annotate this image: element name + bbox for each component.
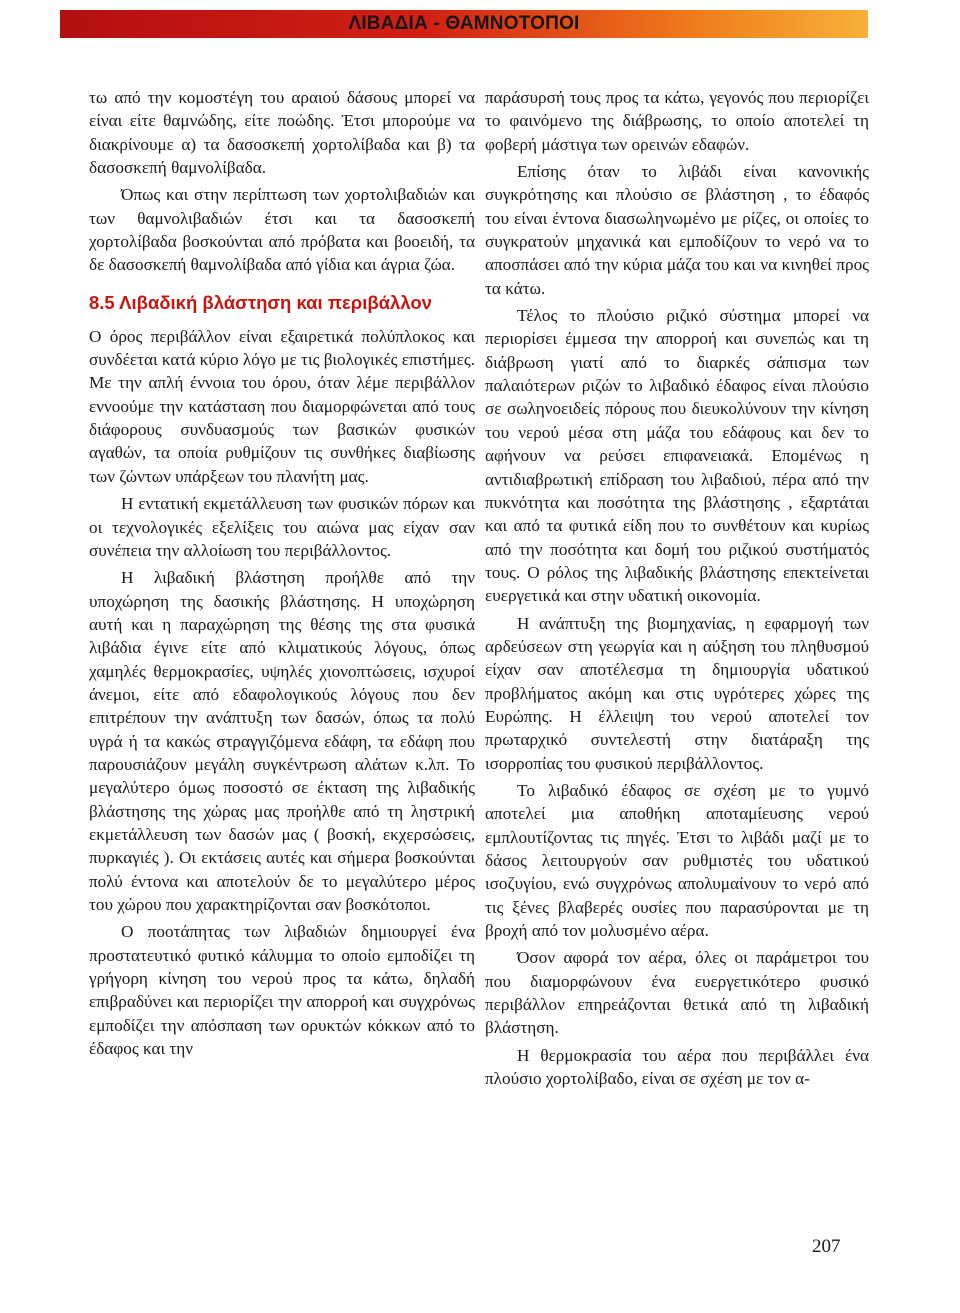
paragraph: παράσυρσή τους προς τα κάτω, γεγονός που περιορίζει το φαινόμενο της διάβρωσης, το οποίο αποτελεί τη φοβερή μάστιγα των ορεινών εδαφών. — [485, 88, 869, 154]
paragraph: Η θερμοκρασία του αέρα που περιβάλλει ένα πλούσιο χορτολίβαδο, είναι σε σχέση με τον α- — [485, 1045, 869, 1089]
section-heading: 8.5 Λιβαδική βλάστηση και περιβάλλον — [89, 291, 432, 313]
paragraph: τω από την κομοστέγη του αραιού δάσους μπορεί να είναι είτε θαμνώδης, είτε ποώδης. Έτσι μπορούμε να διακρίνουμε α) τα δασοσκεπή χορτολίβαδα και β) τα δασοσκεπή θαμνολίβαδα. — [89, 88, 475, 178]
header-bar — [60, 10, 868, 38]
page-number: 207 — [812, 1236, 841, 1257]
paragraph: Τέλος το πλούσιο ριζικό σύστημα μπορεί να περιορίσει έμμεσα την απορροή και συνεπώς και τη διάβρωση γιατί από το διαρκές σάπισμα των παλαιότερων ριζών το λιβαδικό έδαφος είναι πλούσιο σε σωληνοειδείς πόρους που διευκολύνουν την κίνηση του νερού μέσα στη μάζα του εδάφους και δεν το αφήνουν να ρεύσει επιφανειακά. Επομένως η αντιδιαβρωτική επίδραση του λιβαδιού, πέρα από την πυκνότητα και ποσότητα της βλάστησης , εξαρτάται και από τα φυτικά είδη που το συνθέτουν και κυρίως από την ποσότητα και δομή του ριζικού συστήματός τους. Ο ρόλος της λιβαδικής βλάστησης επεκτείνεται ευεργετικά και στην υδατική οικονομία. — [485, 306, 869, 606]
paragraph: Η λιβαδική βλάστηση προήλθε από την υποχώρηση της δασικής βλάστησης. Η υποχώρηση αυτή και η παραχώρηση της θέσης της στα φυσικά λιβάδια έγινε είτε από κλιματικούς λόγους, όπως χαμηλές θερμοκρασίες, υψηλές χιονοπτώσεις, ισχυροί άνεμοι, είτε από εδαφολογικούς λόγους που δεν επιτρέπουν την ανάπτυξη των δασών, όπως τα πολύ υγρά ή τα κακώς στραγγιζόμενα εδάφη, τα εδάφη που παρουσιάζουν μεγάλη συγκέντρωση αλάτων κ.λπ. Το μεγαλύτερο όμως ποσοστό σε έκταση της λιβαδικής βλάστησης της χώρας μας προήλθε από τη ληστρική εκμετάλλευση των δασών μας ( βοσκή, εκχερσώσεις, πυρκαγιές ). Οι εκτάσεις αυτές και σήμερα βοσκούνται πολύ έντονα και αποτελούν δε το μεγαλύτερο μέρος του χώρου που χαρακτηρίζονται σαν βοσκότοποι. — [89, 568, 475, 914]
paragraph: Η ανάπτυξη της βιομηχανίας, η εφαρμογή των αρδεύσεων στη γεωργία και η αύξηση του πληθυσμού είχαν σαν αποτέλεσμα τη δημιουργία υδατικού προβλήματος ακόμη και στις υγρότερες χώρες της Ευρώπης. Η έλλειψη του νερού αποτελεί τον πρωταρχικό συντελεστή στην διατάραξη της ισορροπίας του φυσικού περιβάλλοντος. — [485, 613, 869, 773]
paragraph: Το λιβαδικό έδαφος σε σχέση με το γυμνό αποτελεί μια αποθήκη αποταμίευσης νερού εμπλουτίζοντας τις πηγές. Έτσι το λιβάδι μαζί με το δάσος λειτουργούν σαν ρυθμιστές του υδατικού ισοζυγίου, ενώ συγχρόνως απολυμαίνουν το νερό από τις ξένες βλαβερές ουσίες που παρασύρονται με τη βροχή από τον μολυσμένο αέρα. — [485, 780, 869, 941]
paragraph: Ο ποοτάπητας των λιβαδιών δημιουργεί ένα προστατευτικό φυτικό κάλυμμα το οποίο εμποδίζει τη γρήγορη κίνηση του νερού προς τα κάτω, δηλαδή επιβραδύνει και περιορίζει την απορροή και συγχρόνως εμποδίζει την απόσπαση των ορυκτών κόκκων από το έδαφος και την — [89, 922, 475, 1059]
paragraph: Όπως και στην περίπτωση των χορτολιβαδιών και των θαμνολιβαδιών έτσι και τα δασοσκεπή χορτολίβαδα βοσκούνται από πρόβατα και βοοειδή, τα δε δασοσκεπή θαμνολίβαδα από γίδια και άγρια ζώα. — [89, 185, 475, 275]
left-column — [89, 86, 475, 1064]
paragraph: Όσον αφορά τον αέρα, όλες οι παράμετροι του που διαμορφώνουν ένα ευεργετικότερο φυσικό περιβάλλον επηρεάζονται θετικά από τη λιβαδική βλάστηση. — [485, 948, 869, 1038]
paragraph: Η εντατική εκμετάλλευση των φυσικών πόρων και οι τεχνολογικές εξελίξεις του αιώνα μας είχαν σαν συνέπεια την αλλοίωση του περιβάλλοντος. — [89, 494, 475, 560]
running-header-title: ΛΙΒΑΔΙΑ - ΘΑΜΝΟΤΟΠΟΙ — [348, 13, 580, 34]
paragraph: Επίσης όταν το λιβάδι είναι κανονικής συγκρότησης και πλούσιο σε βλάστηση , το έδαφός του είναι έντονα διασωληνωμένο με ρίζες, οι οποίες το συγκρατούν μηχανικά και εμποδίζουν το νερό να το αποσπάσει από την κύρια μάζα του και να κινηθεί προς τα κάτω. — [485, 162, 869, 298]
right-column — [485, 86, 869, 1094]
paragraph: Ο όρος περιβάλλον είναι εξαιρετικά πολύπλοκος και συνδέεται κατά κύριο λόγο με τις βιολογικές επιστήμες. Με την απλή έννοια του όρου, όταν λέμε περιβάλλον εννοούμε την κατάσταση που διαμορφώνεται από τους διάφορους συνδυασμούς των βασικών φυσικών αγαθών, τα οποία ρυθμίζουν τις συνθήκες διαβίωσης των ζώντων υπάρξεων του πλανήτη μας. — [89, 326, 475, 486]
